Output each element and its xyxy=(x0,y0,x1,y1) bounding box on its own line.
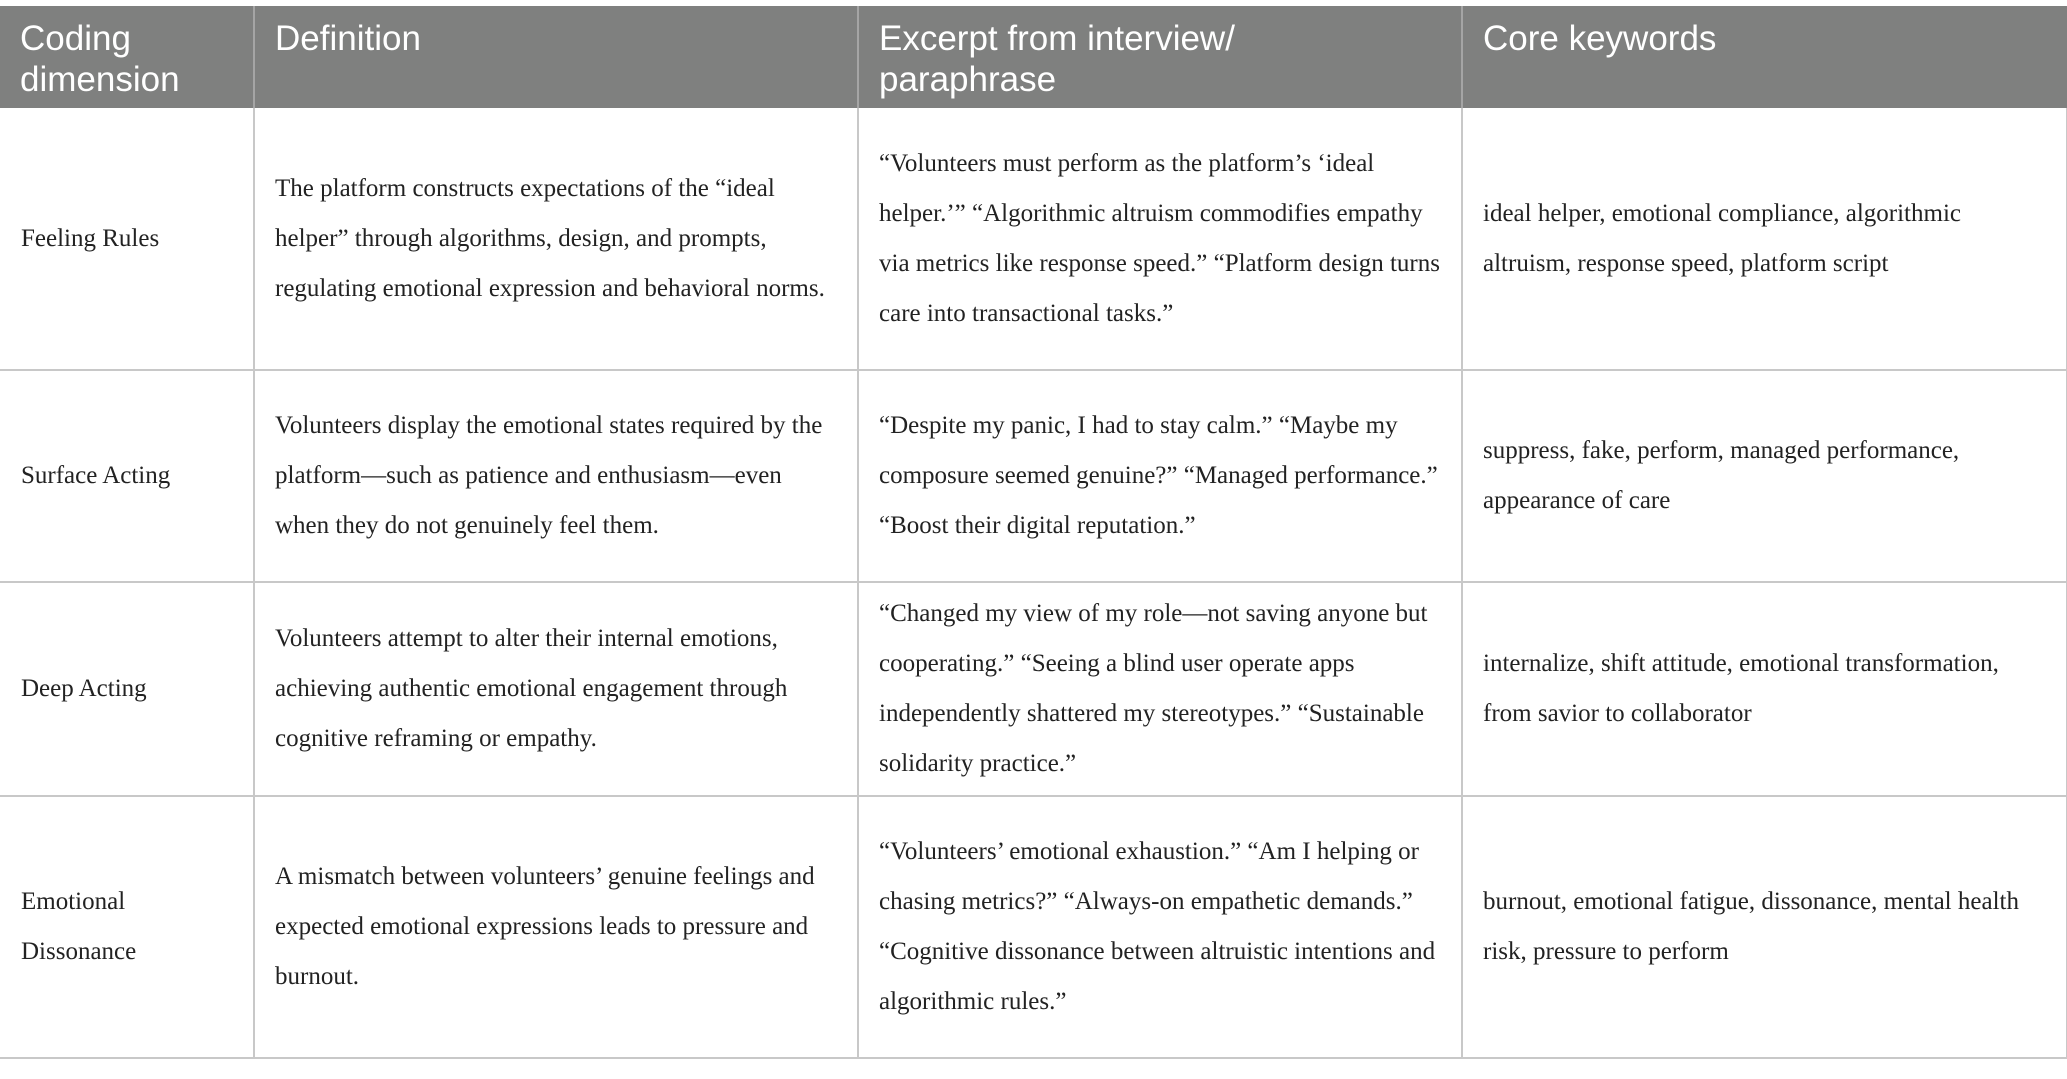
coding-table xyxy=(0,6,2067,1059)
header-coding-dimension: Coding dimension xyxy=(0,6,254,108)
cell-dimension: Feeling Rules xyxy=(0,108,254,370)
cell-keywords: burnout, emotional fatigue, dissonance, mental health risk, pressure to perform xyxy=(1462,796,2067,1058)
cell-definition: A mismatch between volunteers’ genuine feelings and expected emotional expressions leads to pressure and burnout. xyxy=(254,796,858,1058)
cell-dimension: Emotional Dissonance xyxy=(0,796,254,1058)
header-row xyxy=(0,6,2067,108)
table-row xyxy=(0,582,2067,796)
header-excerpt: Excerpt from interview/ paraphrase xyxy=(858,6,1462,108)
table-row xyxy=(0,370,2067,582)
header-core-keywords: Core keywords xyxy=(1462,6,2067,108)
cell-excerpt: “Despite my panic, I had to stay calm.” “Maybe my composure seemed genuine?” “Managed performance.” “Boost their digital reputation.” xyxy=(858,370,1462,582)
cell-dimension: Surface Acting xyxy=(0,370,254,582)
table-row xyxy=(0,796,2067,1058)
cell-excerpt: “Volunteers’ emotional exhaustion.” “Am I helping or chasing metrics?” “Always-on empathetic demands.” “Cognitive dissonance between altruistic intentions and algorithmic rules.” xyxy=(858,796,1462,1058)
cell-dimension: Deep Acting xyxy=(0,582,254,796)
cell-keywords: internalize, shift attitude, emotional transformation, from savior to collaborator xyxy=(1462,582,2067,796)
header-definition: Definition xyxy=(254,6,858,108)
cell-excerpt: “Volunteers must perform as the platform’s ‘ideal helper.’” “Algorithmic altruism commodifies empathy via metrics like response speed.” “Platform design turns care into transactional tasks.” xyxy=(858,108,1462,370)
cell-excerpt: “Changed my view of my role—not saving anyone but cooperating.” “Seeing a blind user operate apps independently shattered my stereotypes.” “Sustainable solidarity practice.” xyxy=(858,582,1462,796)
table-row xyxy=(0,108,2067,370)
cell-definition: Volunteers attempt to alter their internal emotions, achieving authentic emotional engagement through cognitive reframing or empathy. xyxy=(254,582,858,796)
cell-definition: The platform constructs expectations of the “ideal helper” through algorithms, design, and prompts, regulating emotional expression and behavioral norms. xyxy=(254,108,858,370)
cell-keywords: suppress, fake, perform, managed performance, appearance of care xyxy=(1462,370,2067,582)
cell-keywords: ideal helper, emotional compliance, algorithmic altruism, response speed, platform script xyxy=(1462,108,2067,370)
cell-definition: Volunteers display the emotional states required by the platform—such as patience and enthusiasm—even when they do not genuinely feel them. xyxy=(254,370,858,582)
